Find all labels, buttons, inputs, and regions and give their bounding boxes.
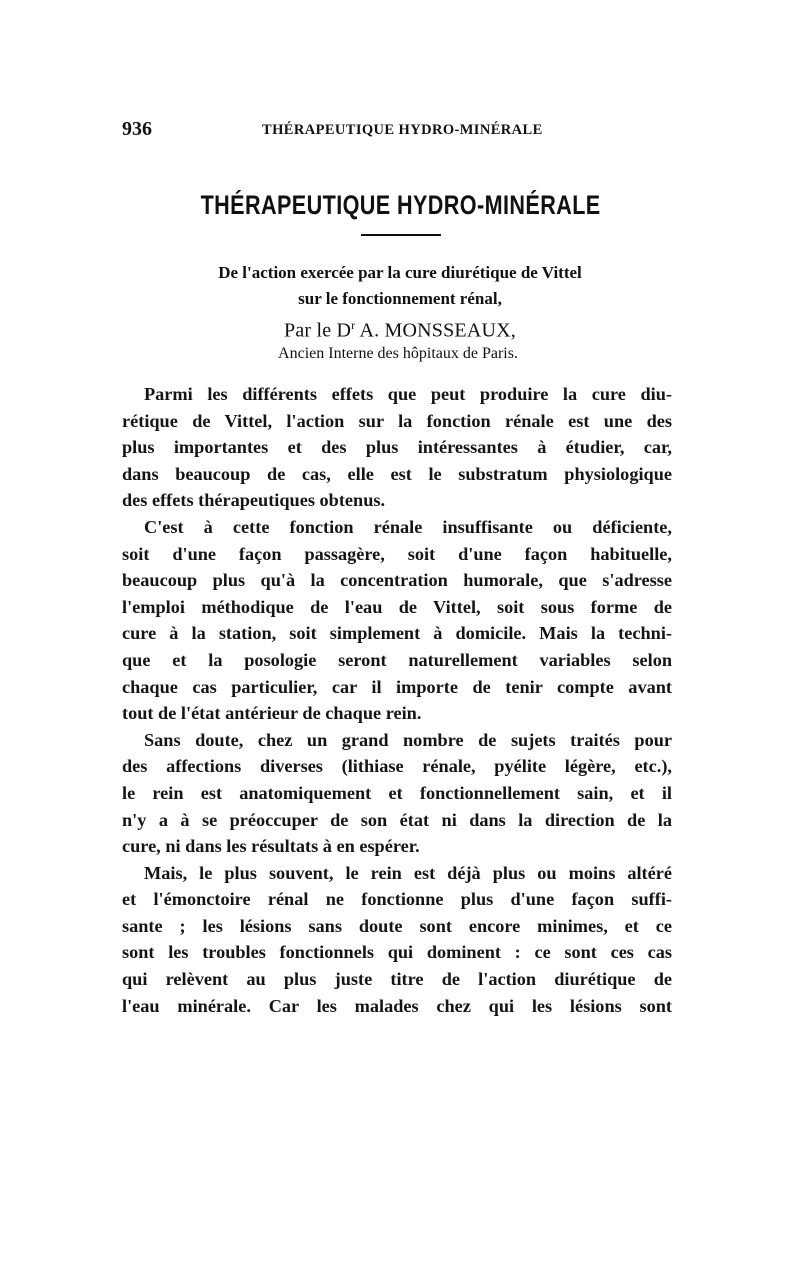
text-line: beaucoup plus qu'à la concentration humorale, que s'adresse [122, 570, 672, 591]
text-line: sante ; les lésions sans doute sont encore minimes, et ce [122, 915, 672, 936]
text-line: dans beaucoup de cas, elle est le substratum physiologique [122, 463, 672, 484]
author-prefix: Par le D [284, 319, 352, 342]
text-line: tout de l'état antérieur de chaque rein. [122, 703, 422, 724]
title-divider [361, 234, 441, 236]
text-line: Mais, le plus souvent, le rein est déjà plus ou moins altéré [144, 862, 672, 883]
text-line: l'eau minérale. Car les malades chez qui les lésions sont [122, 995, 672, 1016]
text-line: cure à la station, soit simplement à domicile. Mais la techni- [122, 623, 672, 644]
text-line: C'est à cette fonction rénale insuffisante ou déficiente, [144, 516, 672, 537]
text-line: des affections diverses (lithiase rénale, pyélite légère, etc.), [122, 756, 672, 777]
text-line: et l'émonctoire rénal ne fonctionne plus d'une façon suffi- [122, 889, 672, 910]
text-line: qui relèvent au plus juste titre de l'action diurétique de [122, 969, 672, 990]
article-subtitle-line-2: sur le fonctionnement rénal, [298, 289, 502, 308]
text-line: des effets thérapeutiques obtenus. [122, 490, 386, 511]
text-line: rétique de Vittel, l'action sur la fonction rénale est une des [122, 410, 672, 431]
author-name: A. MONSSEAUX, [359, 319, 516, 342]
text-line: soit d'une façon passagère, soit d'une façon habituelle, [122, 543, 672, 564]
text-line: Sans doute, chez un grand nombre de sujets traités pour [144, 729, 672, 750]
author-line [0, 318, 800, 343]
article-subtitle-line-1: De l'action exercée par la cure diurétique de Vittel [218, 263, 582, 282]
author-affiliation: Ancien Interne des hôpitaux de Paris. [278, 345, 518, 362]
text-line: cure, ni dans les résultats à en espérer. [122, 836, 420, 857]
author-title-sup: r [351, 318, 356, 332]
article-title: THÉRAPEUTIQUE HYDRO-MINÉRALE [200, 190, 601, 220]
text-line: que et la posologie seront naturellement variables selon [122, 649, 672, 670]
text-line: le rein est anatomiquement et fonctionnellement sain, et il [122, 782, 672, 803]
text-line: Parmi les différents effets que peut produire la cure diu- [144, 384, 672, 404]
running-head [122, 118, 678, 144]
text-line: chaque cas particulier, car il importe de tenir compte avant [122, 676, 672, 697]
running-title: THÉRAPEUTIQUE HYDRO-MINÉRALE [262, 122, 543, 138]
text-line: n'y a à se préoccuper de son état ni dans la direction de la [122, 809, 672, 830]
body-text [122, 381, 672, 1019]
text-line: plus importantes et des plus intéressantes à étudier, car, [122, 437, 672, 458]
text-line: l'emploi méthodique de l'eau de Vittel, soit sous forme de [122, 596, 672, 617]
page-number: 936 [122, 118, 152, 140]
text-line: sont les troubles fonctionnels qui dominent : ce sont ces cas [122, 942, 672, 963]
